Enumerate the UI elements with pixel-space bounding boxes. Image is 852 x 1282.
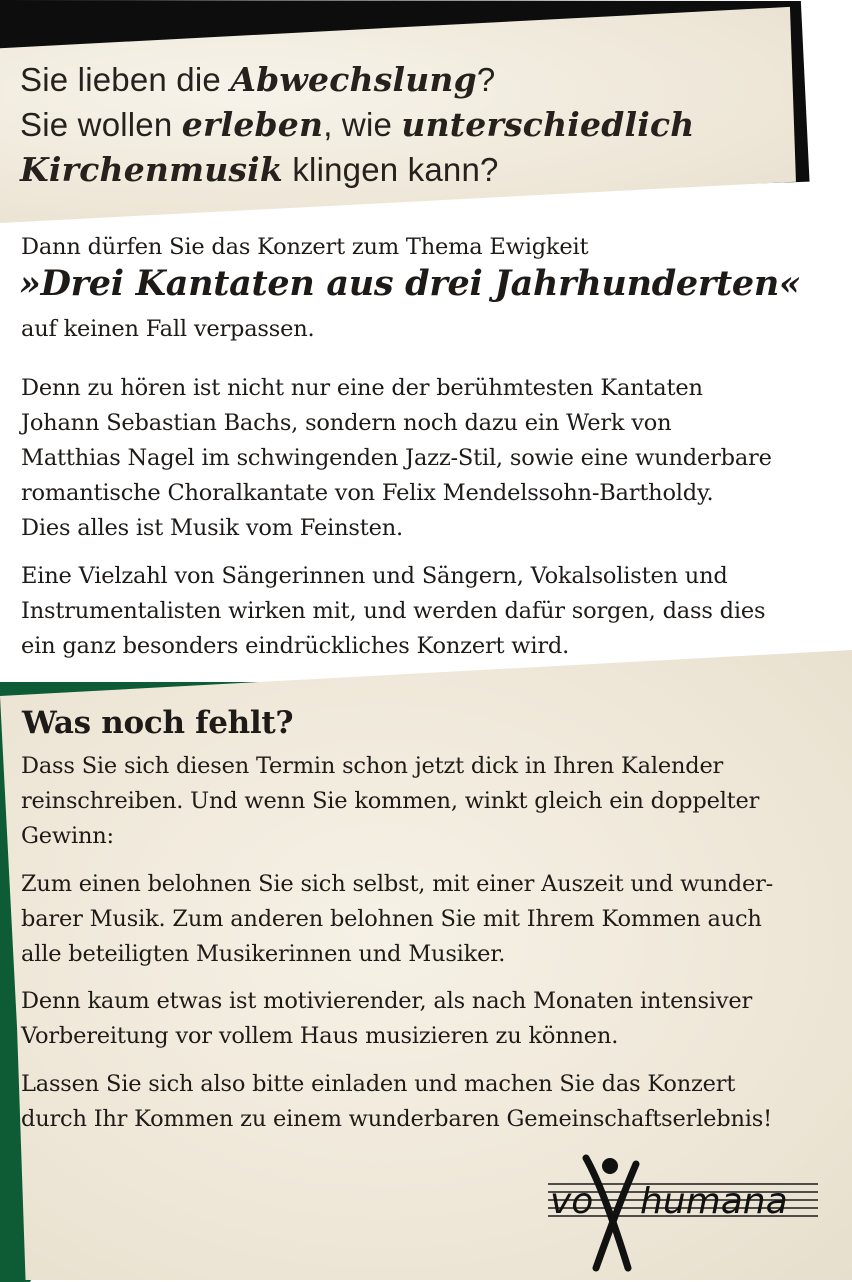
vox-humana-logo — [544, 1150, 824, 1274]
banner-emphasis: Abwechslung — [230, 60, 477, 99]
text-line: Zum einen belohnen Sie sich selbst, mit einer Auszeit und wunder- — [21, 871, 774, 897]
banner-text: Sie wollen — [20, 106, 182, 143]
banner-line-1 — [20, 60, 496, 99]
banner-line-2 — [20, 105, 695, 144]
banner-text: ? — [476, 61, 496, 98]
logo-word-vo: vo — [550, 1181, 594, 1222]
text-line: barer Musik. Zum anderen belohnen Sie mit Ihrem Kommen auch — [21, 906, 762, 932]
text-line: alle beteiligten Musikerinnen und Musiker. — [21, 941, 506, 967]
banner-line-3 — [20, 150, 499, 189]
banner-text: Sie lieben die — [20, 61, 231, 98]
logo-word-humana: humana — [640, 1181, 788, 1222]
concert-title: »Drei Kantaten aus drei Jahrhunderten« — [19, 263, 801, 304]
text-line: Instrumentalisten wirken mit, und werden dafür sorgen, dass dies — [21, 598, 766, 624]
text-line: Vorbereitung vor vollem Haus musizieren zu können. — [21, 1023, 619, 1049]
text-line: Denn kaum etwas ist motivierender, als nach Monaten intensiver — [21, 988, 753, 1014]
text-line: durch Ihr Kommen zu einem wunderbaren Gemeinschaftserlebnis! — [21, 1106, 772, 1132]
banner-emphasis: unterschiedlich — [401, 105, 695, 144]
intro-tail: auf keinen Fall verpassen. — [21, 316, 315, 342]
text-line: romantische Choralkantate von Felix Mendelssohn-Bartholdy. — [21, 480, 714, 506]
text-line: Eine Vielzahl von Sängerinnen und Sängern, Vokalsolisten und — [21, 563, 728, 589]
text-line: Dass Sie sich diesen Termin schon jetzt dick in Ihren Kalender — [21, 753, 724, 779]
text-line: Johann Sebastian Bachs, sondern noch dazu ein Werk von — [21, 410, 672, 436]
x-figure-head — [602, 1158, 618, 1174]
text-line: Denn zu hören ist nicht nur eine der berühmtesten Kantaten — [21, 375, 703, 401]
section-heading: Was noch fehlt? — [22, 705, 294, 741]
text-line: Matthias Nagel im schwingenden Jazz-Stil, sowie eine wunderbare — [21, 445, 772, 471]
text-line: ein ganz besonders eindrückliches Konzert wird. — [21, 633, 570, 659]
text-line: Dies alles ist Musik vom Feinsten. — [21, 515, 403, 541]
text-line: Gewinn: — [21, 823, 114, 849]
banner-text: klingen kann? — [282, 151, 499, 188]
text-line: Lassen Sie sich also bitte einladen und machen Sie das Konzert — [21, 1071, 736, 1097]
banner-emphasis: Kirchenmusik — [20, 150, 283, 189]
intro-lead: Dann dürfen Sie das Konzert zum Thema Ewigkeit — [21, 234, 589, 260]
text-line: reinschreiben. Und wenn Sie kommen, winkt gleich ein doppelter — [21, 788, 760, 814]
x-figure-icon — [586, 1158, 636, 1268]
logo-graphic — [544, 1150, 824, 1274]
banner-text: , wie — [323, 106, 402, 143]
banner-emphasis: erleben — [181, 105, 324, 144]
